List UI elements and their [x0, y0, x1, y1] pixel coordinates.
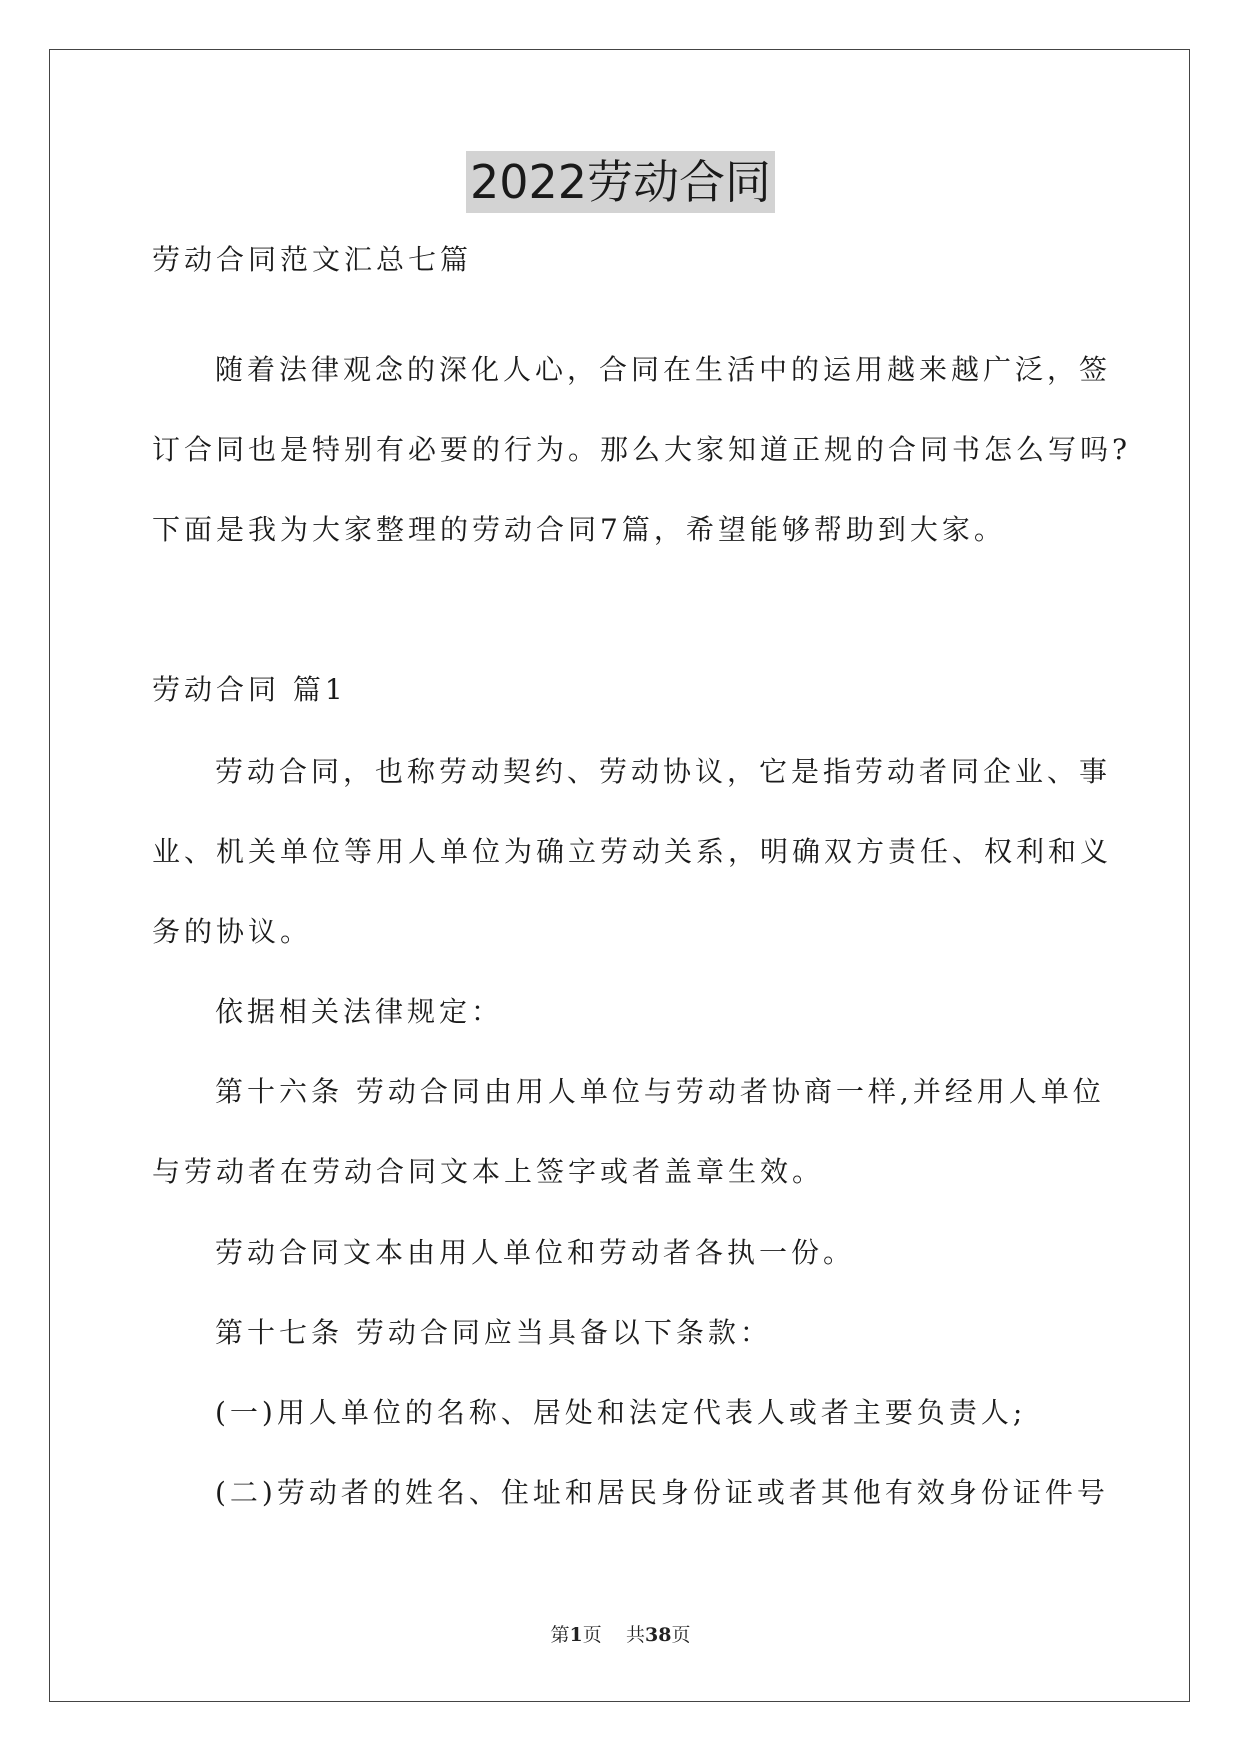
body-line: 务的协议。: [152, 915, 313, 948]
intro-line: 随着法律观念的深化人心，合同在生活中的运用越来越广泛，签: [215, 353, 1112, 386]
page-suffix: 页: [582, 1624, 602, 1646]
total-pages: 38: [644, 1624, 672, 1646]
page-prefix: 第: [550, 1624, 570, 1646]
body-line: 劳动合同，也称劳动契约、劳动协议，它是指劳动者同企业、事: [215, 755, 1112, 788]
intro-line: 订合同也是特别有必要的行为。那么大家知道正规的合同书怎么写吗?: [152, 433, 1132, 466]
body-line: 劳动合同文本由用人单位和劳动者各执一份。: [215, 1236, 856, 1269]
page-number: 1: [569, 1624, 583, 1646]
intro-line: 下面是我为大家整理的劳动合同7篇，希望能够帮助到大家。: [152, 513, 1006, 546]
page-footer: [0, 1622, 1241, 1648]
document-title: 2022劳动合同: [0, 150, 1241, 214]
body-line: 依据相关法律规定：: [215, 995, 504, 1028]
page-border: [49, 49, 1190, 1702]
body-line: (一)用人单位的名称、居处和法定代表人或者主要负责人;: [215, 1396, 1027, 1429]
body-line: 与劳动者在劳动合同文本上签字或者盖章生效。: [152, 1155, 825, 1188]
body-line: 第十六条 劳动合同由用人单位与劳动者协商一样,并经用人单位: [215, 1075, 1105, 1108]
body-line: 业、机关单位等用人单位为确立劳动关系，明确双方责任、权利和义: [152, 835, 1113, 868]
section-heading: 劳动合同 篇1: [152, 673, 347, 706]
body-line: 第十七条 劳动合同应当具备以下条款：: [215, 1316, 772, 1349]
document-subtitle: 劳动合同范文汇总七篇: [152, 243, 473, 276]
body-line: (二)劳动者的姓名、住址和居民身份证或者其他有效身份证件号: [215, 1476, 1109, 1509]
total-prefix: 共: [625, 1624, 645, 1646]
total-suffix: 页: [671, 1624, 691, 1646]
